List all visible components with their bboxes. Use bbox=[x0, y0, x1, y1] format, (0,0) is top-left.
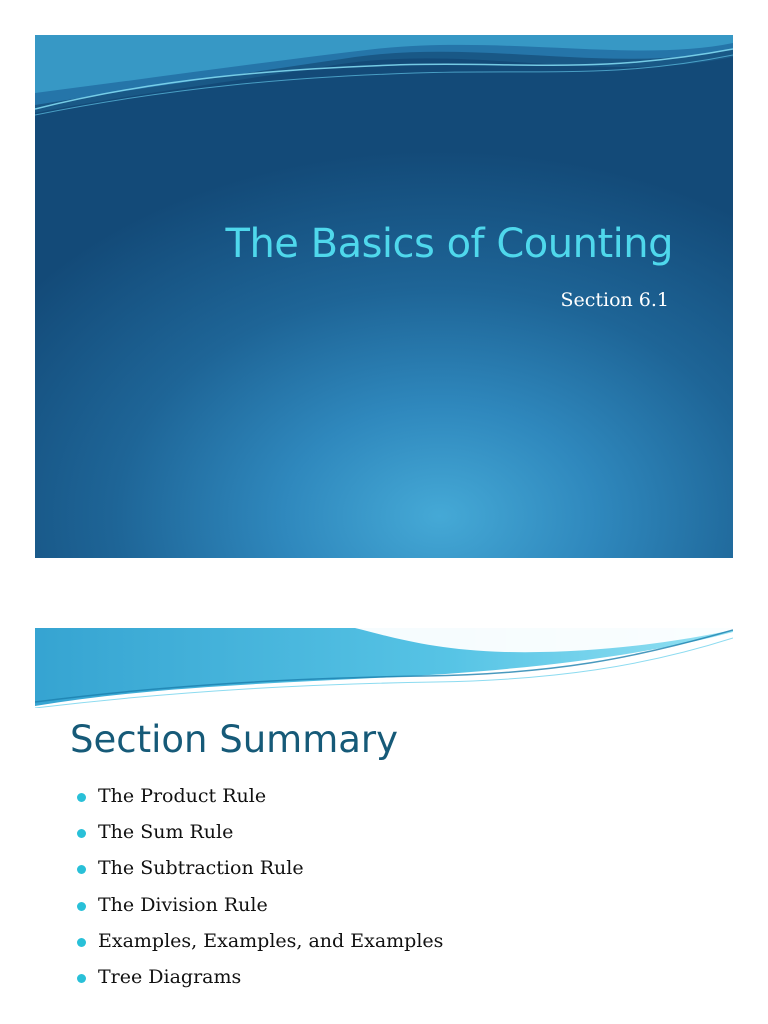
slide-title: Section Summary bbox=[70, 718, 399, 761]
list-item bbox=[75, 961, 443, 997]
list-item bbox=[75, 852, 443, 888]
summary-slide bbox=[35, 628, 733, 1024]
bullet-icon bbox=[77, 902, 86, 911]
bullet-icon bbox=[77, 793, 86, 802]
bullet-icon bbox=[77, 865, 86, 874]
list-item-text: Tree Diagrams bbox=[98, 965, 242, 988]
list-item-text: Examples, Examples, and Examples bbox=[98, 929, 444, 952]
bullet-icon bbox=[77, 974, 86, 983]
bullet-icon bbox=[77, 938, 86, 947]
list-item bbox=[75, 780, 443, 816]
wave-decoration bbox=[35, 35, 733, 125]
list-item bbox=[75, 889, 443, 925]
list-item bbox=[75, 925, 443, 961]
list-item bbox=[75, 816, 443, 852]
slide-title: The Basics of Counting bbox=[225, 221, 673, 267]
wave-decoration bbox=[35, 628, 733, 708]
slide-subtitle: Section 6.1 bbox=[560, 289, 669, 311]
bullet-icon bbox=[77, 829, 86, 838]
list-item-text: The Product Rule bbox=[98, 785, 267, 807]
title-slide bbox=[35, 35, 733, 558]
bullet-list bbox=[75, 780, 443, 997]
list-item-text: The Division Rule bbox=[98, 893, 268, 916]
list-item-text: The Sum Rule bbox=[98, 821, 234, 844]
list-item-text: The Subtraction Rule bbox=[98, 857, 304, 880]
